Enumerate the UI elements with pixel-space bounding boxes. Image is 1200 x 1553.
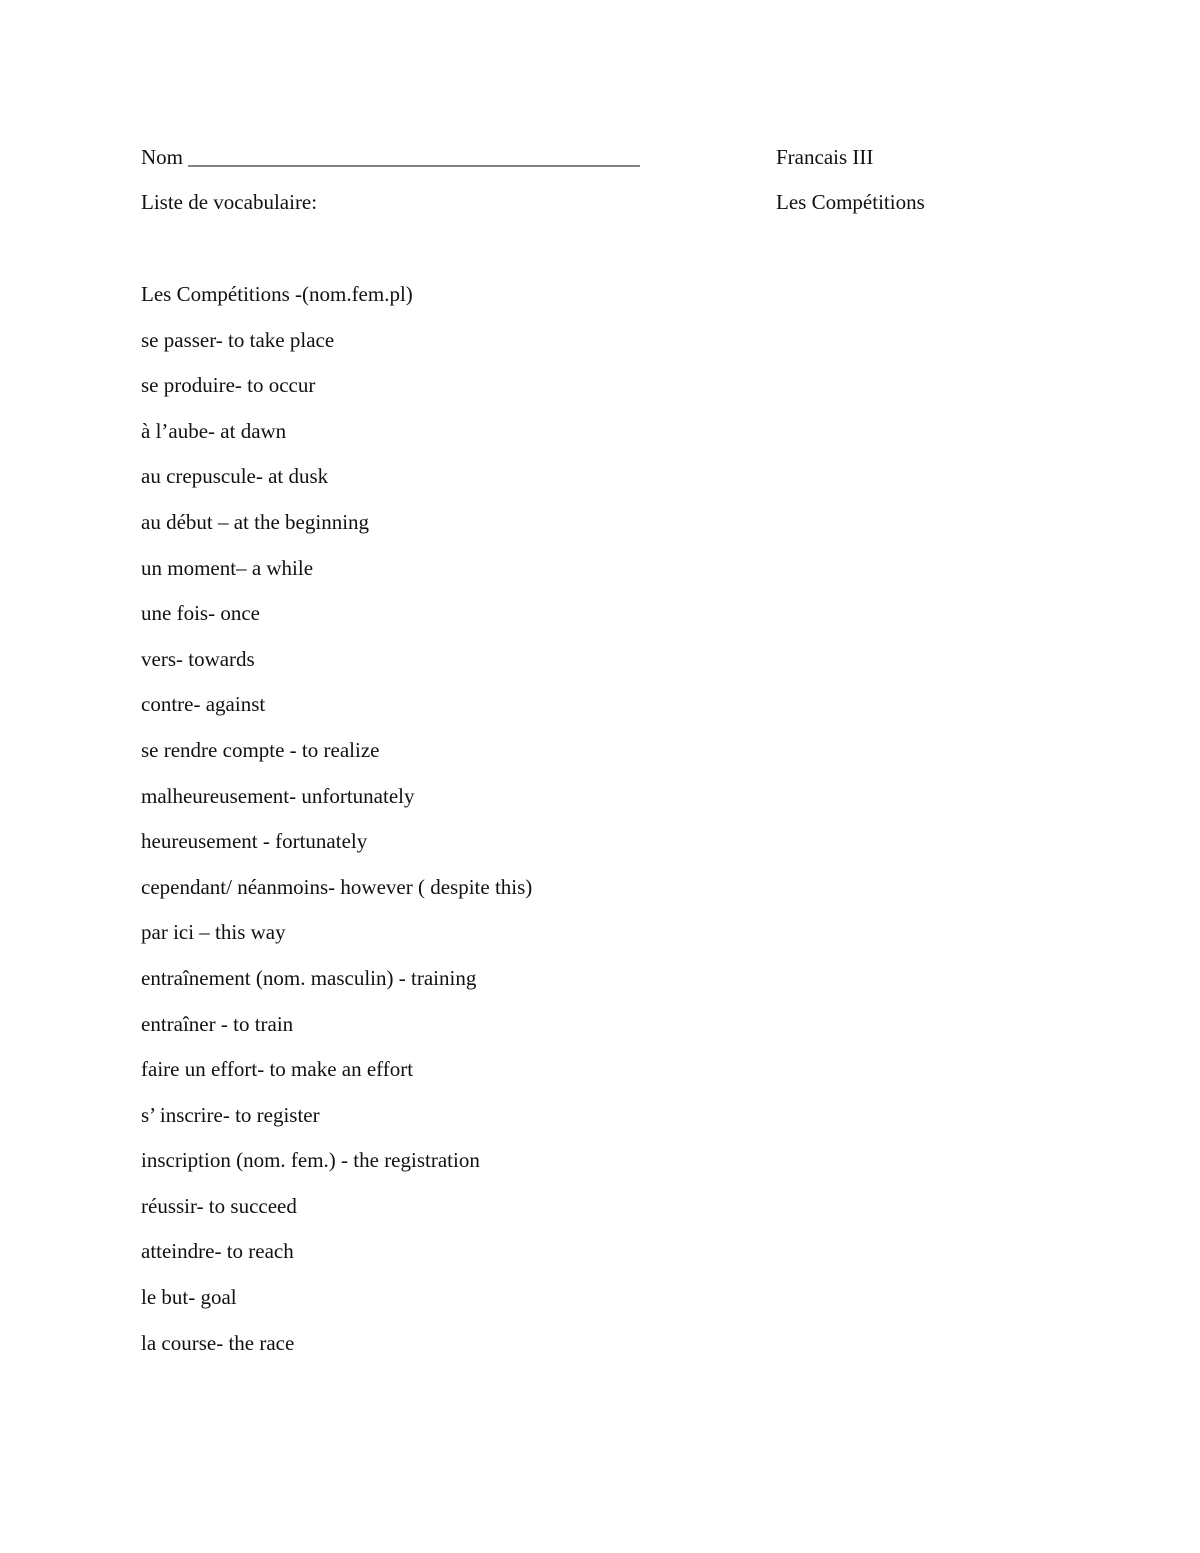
vocab-item: se rendre compte - to realize (141, 737, 380, 762)
vocab-item: cependant/ néanmoins- however ( despite this) (141, 874, 533, 899)
list-title: Liste de vocabulaire: (141, 190, 318, 214)
vocab-item: une fois- once (141, 601, 260, 626)
vocab-item: au crepuscule- at dusk (141, 464, 329, 489)
vocab-item: s’ inscrire- to register (141, 1102, 320, 1127)
vocab-item: réussir- to succeed (141, 1193, 297, 1218)
topic-title: Les Compétitions (776, 190, 925, 214)
vocab-item: se produire- to occur (141, 373, 316, 398)
vocab-item: malheureusement- unfortunately (141, 783, 415, 808)
vocab-item: Les Compétitions -(nom.fem.pl) (141, 282, 413, 306)
vocab-item: à l’aube- at dawn (141, 418, 287, 443)
vocab-item: inscription (nom. fem.) - the registration (141, 1148, 480, 1173)
vocab-item: contre- against (141, 692, 266, 717)
vocab-item: faire un effort- to make an effort (141, 1057, 414, 1082)
vocab-item: atteindre- to reach (141, 1239, 294, 1264)
vocab-item: vers- towards (141, 646, 255, 671)
name-field-label: Nom ___________________________________________ (141, 145, 640, 169)
vocab-item: entraînement (nom. masculin) - training (141, 965, 477, 990)
vocab-item: entraîner - to train (141, 1011, 294, 1036)
vocabulary-list (141, 282, 532, 1376)
vocab-item: au début – at the beginning (141, 509, 370, 534)
vocab-item: un moment– a while (141, 555, 314, 580)
vocab-item: se passer- to take place (141, 327, 335, 352)
vocab-item: heureusement - fortunately (141, 829, 368, 854)
vocab-item: la course- the race (141, 1330, 295, 1355)
class-name: Francais III (776, 145, 874, 169)
vocab-item: le but- goal (141, 1285, 237, 1310)
vocab-item: par ici – this way (141, 920, 286, 945)
